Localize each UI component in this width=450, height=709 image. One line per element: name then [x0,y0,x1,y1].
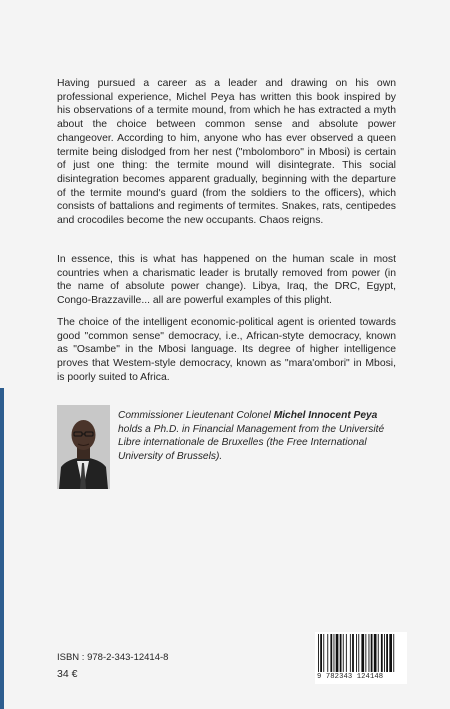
barcode-bar [356,634,357,672]
barcode-bar [336,634,339,672]
author-name: Michel Innocent Peya [273,410,378,421]
barcode-bar [350,634,351,672]
barcode-bars [315,632,407,674]
barcode-bar [361,634,364,672]
barcode-bar [334,634,335,672]
barcode-bar [369,634,370,672]
barcode-bar [384,634,385,672]
barcode-bar [381,634,383,672]
bio-prefix: Commissioner Lieutenant Colonel [118,410,274,421]
barcode-bar [320,634,322,672]
barcode-bar [374,634,377,672]
author-photo [57,405,110,489]
barcode-bar [358,634,359,672]
barcode-bar [352,634,354,672]
blurb-paragraph-2: In essence, this is what has happened on the human scale in most countries when a charismatic leader is brutally removed from power (in the name of absolute power change). Libya, Iraq, the DRC, Egypt, Congo-Brazzaville... all are powerful examples of this plight. [57,254,396,307]
barcode-bar [365,634,366,672]
isbn-label: ISBN : 978-2-343-12414-8 [57,652,169,663]
blurb-paragraph-1: Having pursued a career as a leader and drawing on his own professional experience, Michel Peya has written this book inspired by his observations of a termite mound, from which he has extracted a myth about the choice between common sense and absolute power changeover. According to him, anyone who has ever observed a queen termite being dislodged from her nest ("mbolomboro" in Mbosi) is certain of just one thing: the termite mound will disintegrate. This social disintegration becomes apparent gradually, beginning with the departure of the termite mound's guard (from the soldiers to the officers), which consists of battalions and regiments of termites. Snakes, rats, centipedes and crocodiles become the new occupants. Chaos reigns. [57,78,396,227]
barcode-bar [327,634,328,672]
barcode-digits: 9 782343 124148 [317,673,384,681]
barcode-bar [389,634,392,672]
barcode-bar [323,634,324,672]
barcode-bar [343,634,344,672]
blurb-paragraph-3: The choice of the intelligent economic-political agent is oriented towards good "common sense" democracy, i.e., African-styte democracy, known as "Osambe" in the Mbosi language. Its degree of higher intelligence proves that Westem-style democracy, known as "mara'ombori" in Mbosi, is poorly suited to Africa. [57,317,396,383]
price-label: 34 € [57,668,78,680]
barcode-bar [378,634,379,672]
author-bio [118,409,403,463]
barcode-bar [318,634,319,672]
barcode-bar [393,634,394,672]
barcode-bar [330,634,332,672]
bio-suffix: holds a Ph.D. in Financial Management from the Université Libre internationale de Bruxelles (the Free International University of Brussels). [118,423,385,462]
barcode-bar [340,634,342,672]
barcode-bar [371,634,373,672]
spine-accent-bar [0,388,4,709]
barcode-bar [346,634,347,672]
barcode-bar [386,634,388,672]
